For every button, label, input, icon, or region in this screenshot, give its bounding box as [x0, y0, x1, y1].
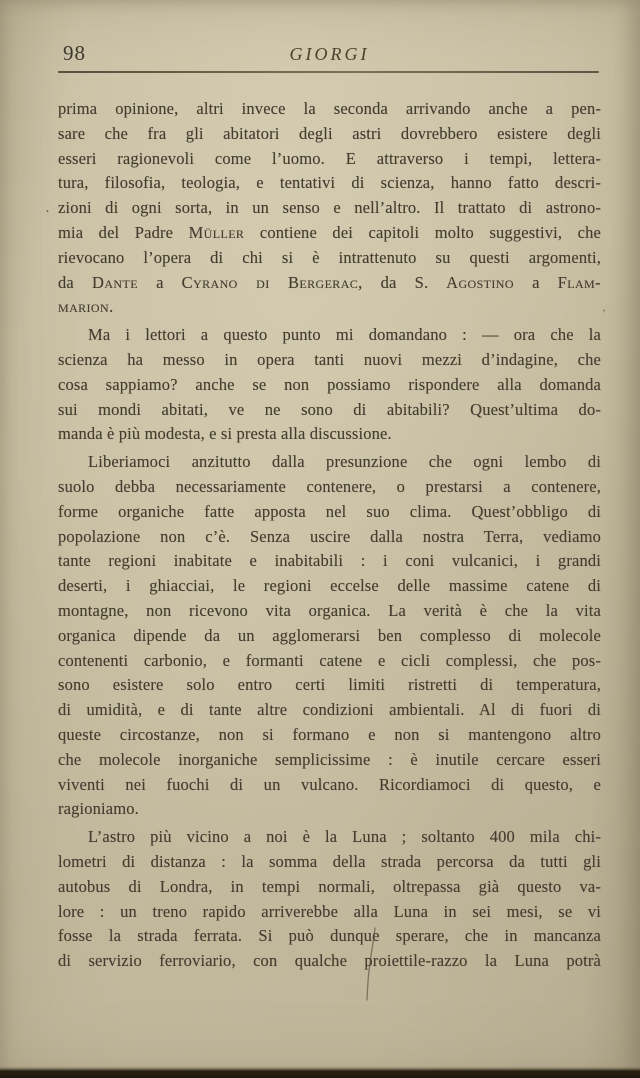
ink-speck-artifact: ’	[602, 306, 606, 320]
text-line: tura, filosofia, teologia, e tentativi di scienza, hanno fatto descri-	[58, 173, 601, 193]
text-line: autobus di Londra, in tempi normali, oltrepassa già questo va-	[58, 876, 601, 896]
paragraph	[58, 323, 601, 447]
text-line: sui mondi abitati, ve ne sono di abitabili? Quest’ultima do-	[58, 399, 601, 419]
paragraph	[58, 450, 601, 822]
text-line: zioni di ogni sorta, in un senso e nell’altro. Il trattato di astrono-	[58, 198, 601, 218]
margin-dot-artifact: ·	[45, 204, 50, 220]
text-line: marion.	[58, 297, 114, 317]
paragraph	[58, 97, 601, 320]
small-caps-name: Dante	[92, 272, 138, 292]
small-caps-name: S. Agostino	[414, 272, 514, 292]
text-line: rievocano l’opera di chi si è intrattenuto su questi argomenti,	[58, 247, 601, 267]
text-line: sare che fra gli abitatori degli astri dovrebbero esistere degli	[58, 123, 601, 143]
text-block	[58, 97, 601, 974]
text-line: deserti, i ghiacciai, le regioni eccelse delle massime catene di	[58, 576, 601, 596]
text-line: tante regioni inabitate e inabitabili : i coni vulcanici, i grandi	[58, 551, 601, 571]
text-line: prima opinione, altri invece la seconda arrivando anche a pen-	[58, 99, 601, 118]
text-line: sono esistere solo entro certi limiti ristretti di temperatura,	[58, 675, 601, 695]
text-line: da Dante a Cyrano di Bergerac, da S. Agostino a Flam-	[58, 272, 602, 292]
text-line: L’astro più vicino a noi è la Luna ; soltanto 400 mila chi-	[88, 827, 601, 847]
text-line: ragioniamo.	[58, 799, 139, 819]
page-number: 98	[63, 41, 86, 65]
text-line: cosa sappiamo? anche se non possiamo rispondere alla domanda	[58, 374, 601, 394]
small-caps-name: marion	[58, 297, 110, 317]
small-caps-name: Cyrano di Bergerac	[181, 272, 359, 292]
small-caps-name: Müller	[188, 222, 245, 242]
page-bottom-edge	[0, 1066, 640, 1078]
text-line: montagne, non ricevono vita organica. La verità è che la vita	[58, 600, 601, 620]
text-line: esseri ragionevoli come l’uomo. E attraverso i tempi, lettera-	[58, 148, 601, 168]
text-line: Liberiamoci anzitutto dalla presunzione che ogni lembo di	[88, 452, 601, 472]
running-title: GIORGI	[289, 44, 370, 64]
text-line: lore : un treno rapido arriverebbe alla Luna in sei mesi, se vi	[58, 901, 601, 921]
text-line: di servizio ferroviario, con qualche proiettile-razzo la Luna potrà	[58, 951, 601, 971]
small-caps-name: Flam-	[557, 272, 602, 292]
text-line: di umidità, e di tante altre condizioni ambientali. Al di fuori di	[58, 700, 601, 720]
text-line: scienza ha messo in opera tanti nuovi mezzi d’indagine, che	[58, 349, 601, 369]
text-line: che molecole inorganiche semplicissime : è inutile cercare esseri	[58, 749, 601, 769]
text-line: contenenti carbonio, e formanti catene e cicli complessi, che pos-	[58, 650, 601, 670]
text-line: popolazione non c’è. Senza uscire dalla nostra Terra, vediamo	[58, 526, 601, 546]
text-line: viventi nei fuochi di un vulcano. Ricordiamoci di questo, e	[58, 774, 601, 794]
text-line: fosse la strada ferrata. Si può dunque sperare, che in mancanza	[58, 926, 601, 946]
text-line: Ma i lettori a questo punto mi domandano : — ora che la	[88, 325, 601, 345]
text-line: queste circostanze, non si formano e non si mantengono altro	[58, 724, 601, 744]
text-line: forme organiche fatte apposta nel suo clima. Quest’obbligo di	[58, 501, 601, 521]
text-line: lometri di distanza : la somma della strada percorsa da tutti gli	[58, 851, 601, 871]
paragraph	[58, 825, 601, 974]
text-line: manda è più modesta, e si presta alla discussione.	[58, 424, 392, 444]
text-line: organica dipende da un agglomerarsi ben complesso di molecole	[58, 625, 601, 645]
text-line: suolo debba necessariamente contenere, o prestarsi a contenere,	[58, 476, 601, 496]
text-line: mia del Padre Müller contiene dei capitoli molto suggestivi, che	[58, 222, 601, 242]
header-rule	[58, 71, 599, 73]
scratch-mark	[358, 926, 384, 1002]
